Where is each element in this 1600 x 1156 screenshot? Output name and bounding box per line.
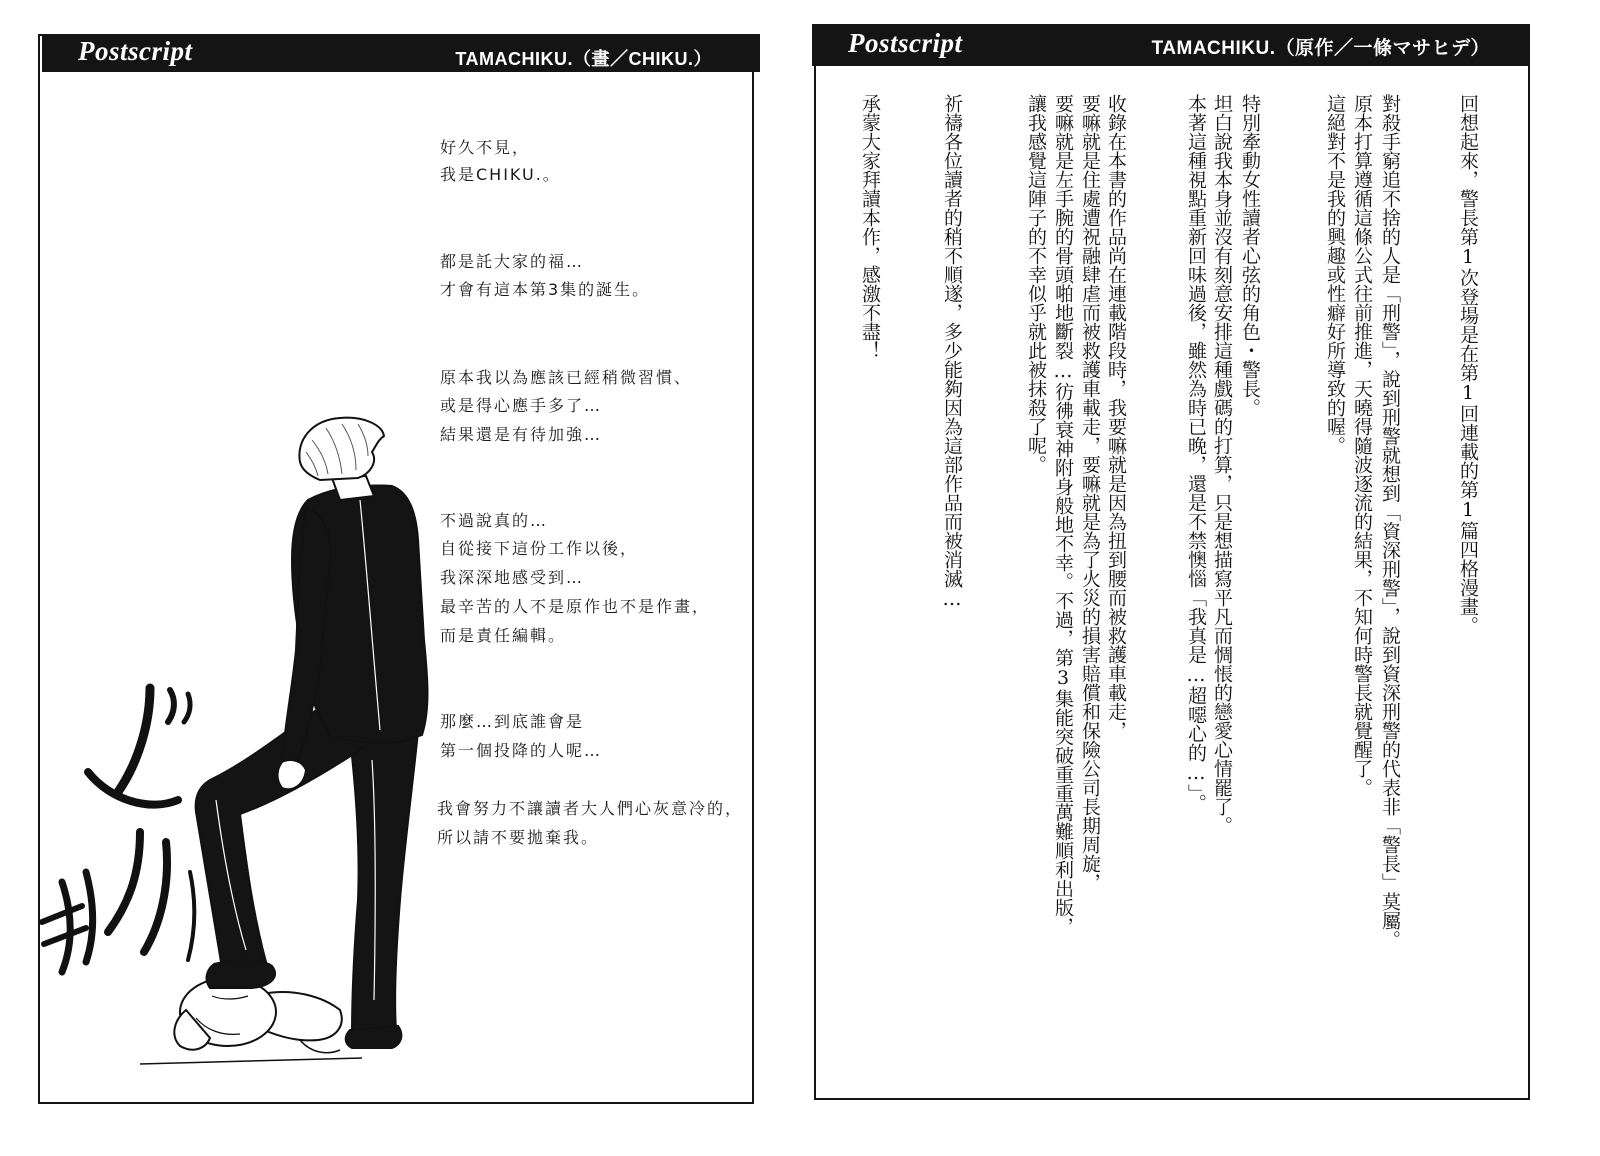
vertical-text-column: 要嘛就是左手腕的骨頭啪地斷裂…彷彿衰神附身般地不幸。不過，第3集能突破重重萬難順利出版， <box>1052 94 1074 936</box>
vertical-text-column: 原本打算遵循這條公式往前推進，天曉得隨波逐流的結果，不知何時警長就覺醒了。 <box>1351 94 1373 797</box>
postscript-line: 自從接下這份工作以後， <box>440 539 639 558</box>
vertical-text-column: 回想起來，警長第1次登場是在第1回連載的第1篇四格漫畫。 <box>1457 94 1479 635</box>
postscript-line: 都是託大家的福… <box>440 252 585 271</box>
left-header-title: Postscript <box>78 36 193 66</box>
postscript-line: 我是CHIKU.。 <box>440 165 561 184</box>
vertical-text-column: 承蒙大家拜讀本作，感激不盡！ <box>859 94 881 360</box>
right-page-header <box>812 24 1530 66</box>
postscript-line: 我會努力不讓讀者大人們心灰意冷的， <box>437 799 744 818</box>
vertical-text-column: 要嘛就是住處遭祝融肆虐而被救護車載走，要嘛就是為了火災的損害賠償和保險公司長期周旋， <box>1079 94 1101 892</box>
vertical-text-column: 收錄在本書的作品尚在連載階段時，我要嘛就是因為扭到腰而被救護車載走， <box>1105 94 1127 740</box>
vertical-text-column: 特別牽動女性讀者心弦的角色・警長。 <box>1239 94 1261 417</box>
vertical-text-column: 這絕對不是我的興趣或性癖好所導致的喔。 <box>1324 94 1346 455</box>
postscript-line: 或是得心應手多了… <box>440 396 603 415</box>
vertical-text-column: 本著這種視點重新回味過後，雖然為時已晚，還是不禁懊惱「我真是…超噁心的…」。 <box>1185 94 1207 813</box>
sound-effect-strokes <box>42 688 194 972</box>
postscript-line: 才會有這本第3集的誕生。 <box>440 280 651 299</box>
vertical-text-column: 對殺手窮追不捨的人是「刑警」，說到刑警就想到「資深刑警」，說到資深刑警的代表非「警長」莫屬。 <box>1379 94 1401 949</box>
postscript-line: 好久不見， <box>440 138 531 157</box>
right-page <box>814 26 1530 1100</box>
right-header-title: Postscript <box>848 28 963 58</box>
postscript-line: 最辛苦的人不是原作也不是作畫， <box>440 597 711 616</box>
vertical-text-column: 讓我感覺這陣子的不幸似乎就此被抹殺了呢。 <box>1025 94 1047 474</box>
postscript-line: 原本我以為應該已經稍微習慣、 <box>440 368 693 387</box>
left-page-header <box>42 34 760 72</box>
postscript-line: 第一個投降的人呢… <box>440 741 603 760</box>
vertical-text-column: 祈禱各位讀者的稍不順遂，多少能夠因為這部作品而被消滅… <box>941 94 963 610</box>
standing-man <box>196 418 428 1048</box>
postscript-line: 所以請不要拋棄我。 <box>437 828 600 847</box>
postscript-line: 那麼…到底誰會是 <box>440 712 585 731</box>
postscript-line: 而是責任編輯。 <box>440 626 567 645</box>
right-header-credit: TAMACHIKU.（原作／一條マサヒデ） <box>1151 38 1490 59</box>
vertical-text-column: 坦白說我本身並沒有刻意安排這種戲碼的打算，只是想描寫平凡而惆悵的戀愛心情罷了。 <box>1211 94 1233 835</box>
postscript-line: 不過說真的… <box>440 511 549 530</box>
left-header-credit: TAMACHIKU.（畫／CHIKU.） <box>455 49 712 69</box>
postscript-line: 結果還是有待加強… <box>440 425 603 444</box>
illustration <box>30 400 450 1100</box>
fallen-person <box>140 978 362 1064</box>
postscript-line: 我深深地感受到… <box>440 568 585 587</box>
